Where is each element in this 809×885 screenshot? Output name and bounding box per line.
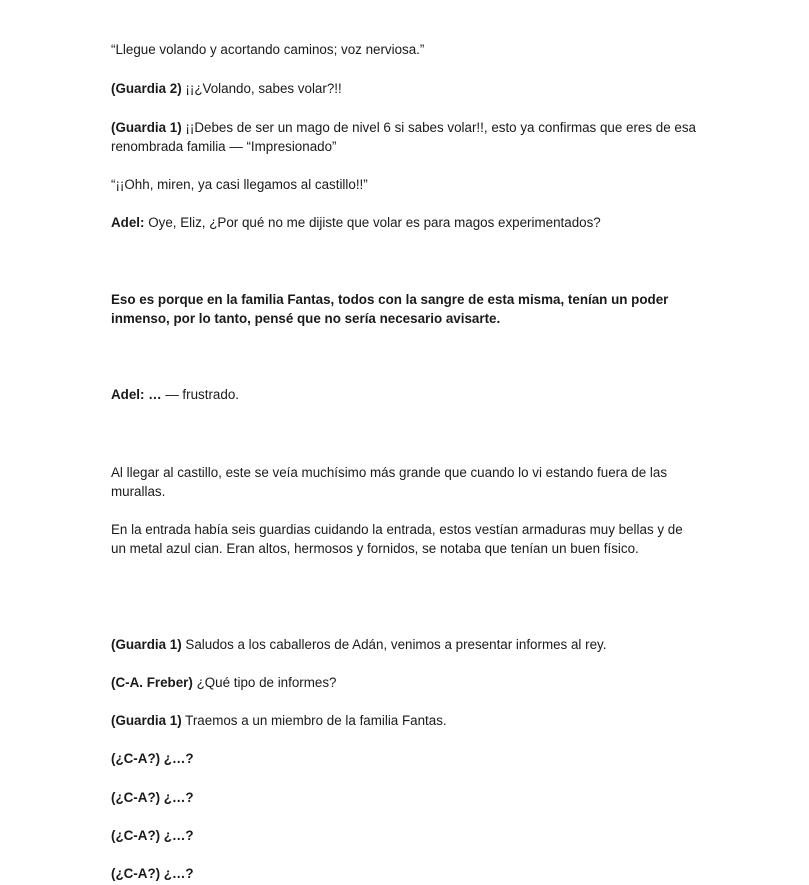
dialogue-text: — frustrado. — [161, 387, 239, 402]
paragraph-text: “¡¡Ohh, miren, ya casi llegamos al castillo!!” — [111, 177, 368, 192]
narration-paragraph — [111, 463, 701, 501]
speaker-label: (¿C-A?) ¿…? — [111, 790, 194, 805]
dialogue-line — [111, 385, 701, 404]
speaker-label: (Guardia 1) — [111, 713, 182, 728]
dialogue-line — [111, 79, 701, 98]
dialogue-text: ¿Qué tipo de informes? — [192, 675, 337, 690]
dialogue-line — [111, 213, 701, 232]
dialogue-line — [111, 711, 701, 730]
speaker-label: (Guardia 2) — [111, 81, 182, 96]
dialogue-line — [111, 673, 701, 692]
paragraph-text: “Llegue volando y acortando caminos; voz nerviosa.” — [111, 42, 425, 57]
speaker-label: (¿C-A?) ¿…? — [111, 751, 194, 766]
speaker-label: Adel: … — [111, 387, 162, 402]
dialogue-line — [111, 788, 701, 807]
narration-paragraph — [111, 175, 701, 194]
dialogue-text: ¡¡Debes de ser un mago de nivel 6 si sabes volar!!, esto ya confirmas que eres de esa renombrada familia — “Impresionado” — [111, 120, 697, 154]
paragraph-text: Eso es porque en la familia Fantas, todos con la sangre de esta misma, tenían un poder inmenso, por lo tanto, pensé que no sería necesario avisarte. — [111, 292, 669, 326]
speaker-label: (¿C-A?) ¿…? — [111, 828, 194, 843]
paragraph-text: Al llegar al castillo, este se veía muchísimo más grande que cuando lo vi estando fuera de las murallas. — [111, 465, 668, 499]
dialogue-line — [111, 749, 701, 768]
dialogue-line — [111, 826, 701, 845]
bold-paragraph — [111, 290, 701, 328]
dialogue-line — [111, 118, 701, 156]
dialogue-text: ¡¡¿Volando, sabes volar?!! — [181, 81, 342, 96]
speaker-label: (C-A. Freber) — [111, 675, 193, 690]
speaker-label: (¿C-A?) ¿…? — [111, 866, 194, 881]
dialogue-line — [111, 864, 701, 883]
narration-paragraph — [111, 520, 701, 558]
speaker-label: (Guardia 1) — [111, 637, 182, 652]
dialogue-line — [111, 635, 701, 654]
dialogue-text: Saludos a los caballeros de Adán, venimos a presentar informes al rey. — [181, 637, 607, 652]
speaker-label: Adel: — [111, 215, 145, 230]
dialogue-text: Oye, Eliz, ¿Por qué no me dijiste que volar es para magos experimentados? — [144, 215, 601, 230]
narration-paragraph — [111, 40, 701, 59]
dialogue-text: Traemos a un miembro de la familia Fantas. — [181, 713, 447, 728]
speaker-label: (Guardia 1) — [111, 120, 182, 135]
paragraph-text: En la entrada había seis guardias cuidando la entrada, estos vestían armaduras muy bellas y de un metal azul cian. Eran altos, hermosos y fornidos, se notaba que tenían un buen físico. — [111, 522, 683, 556]
